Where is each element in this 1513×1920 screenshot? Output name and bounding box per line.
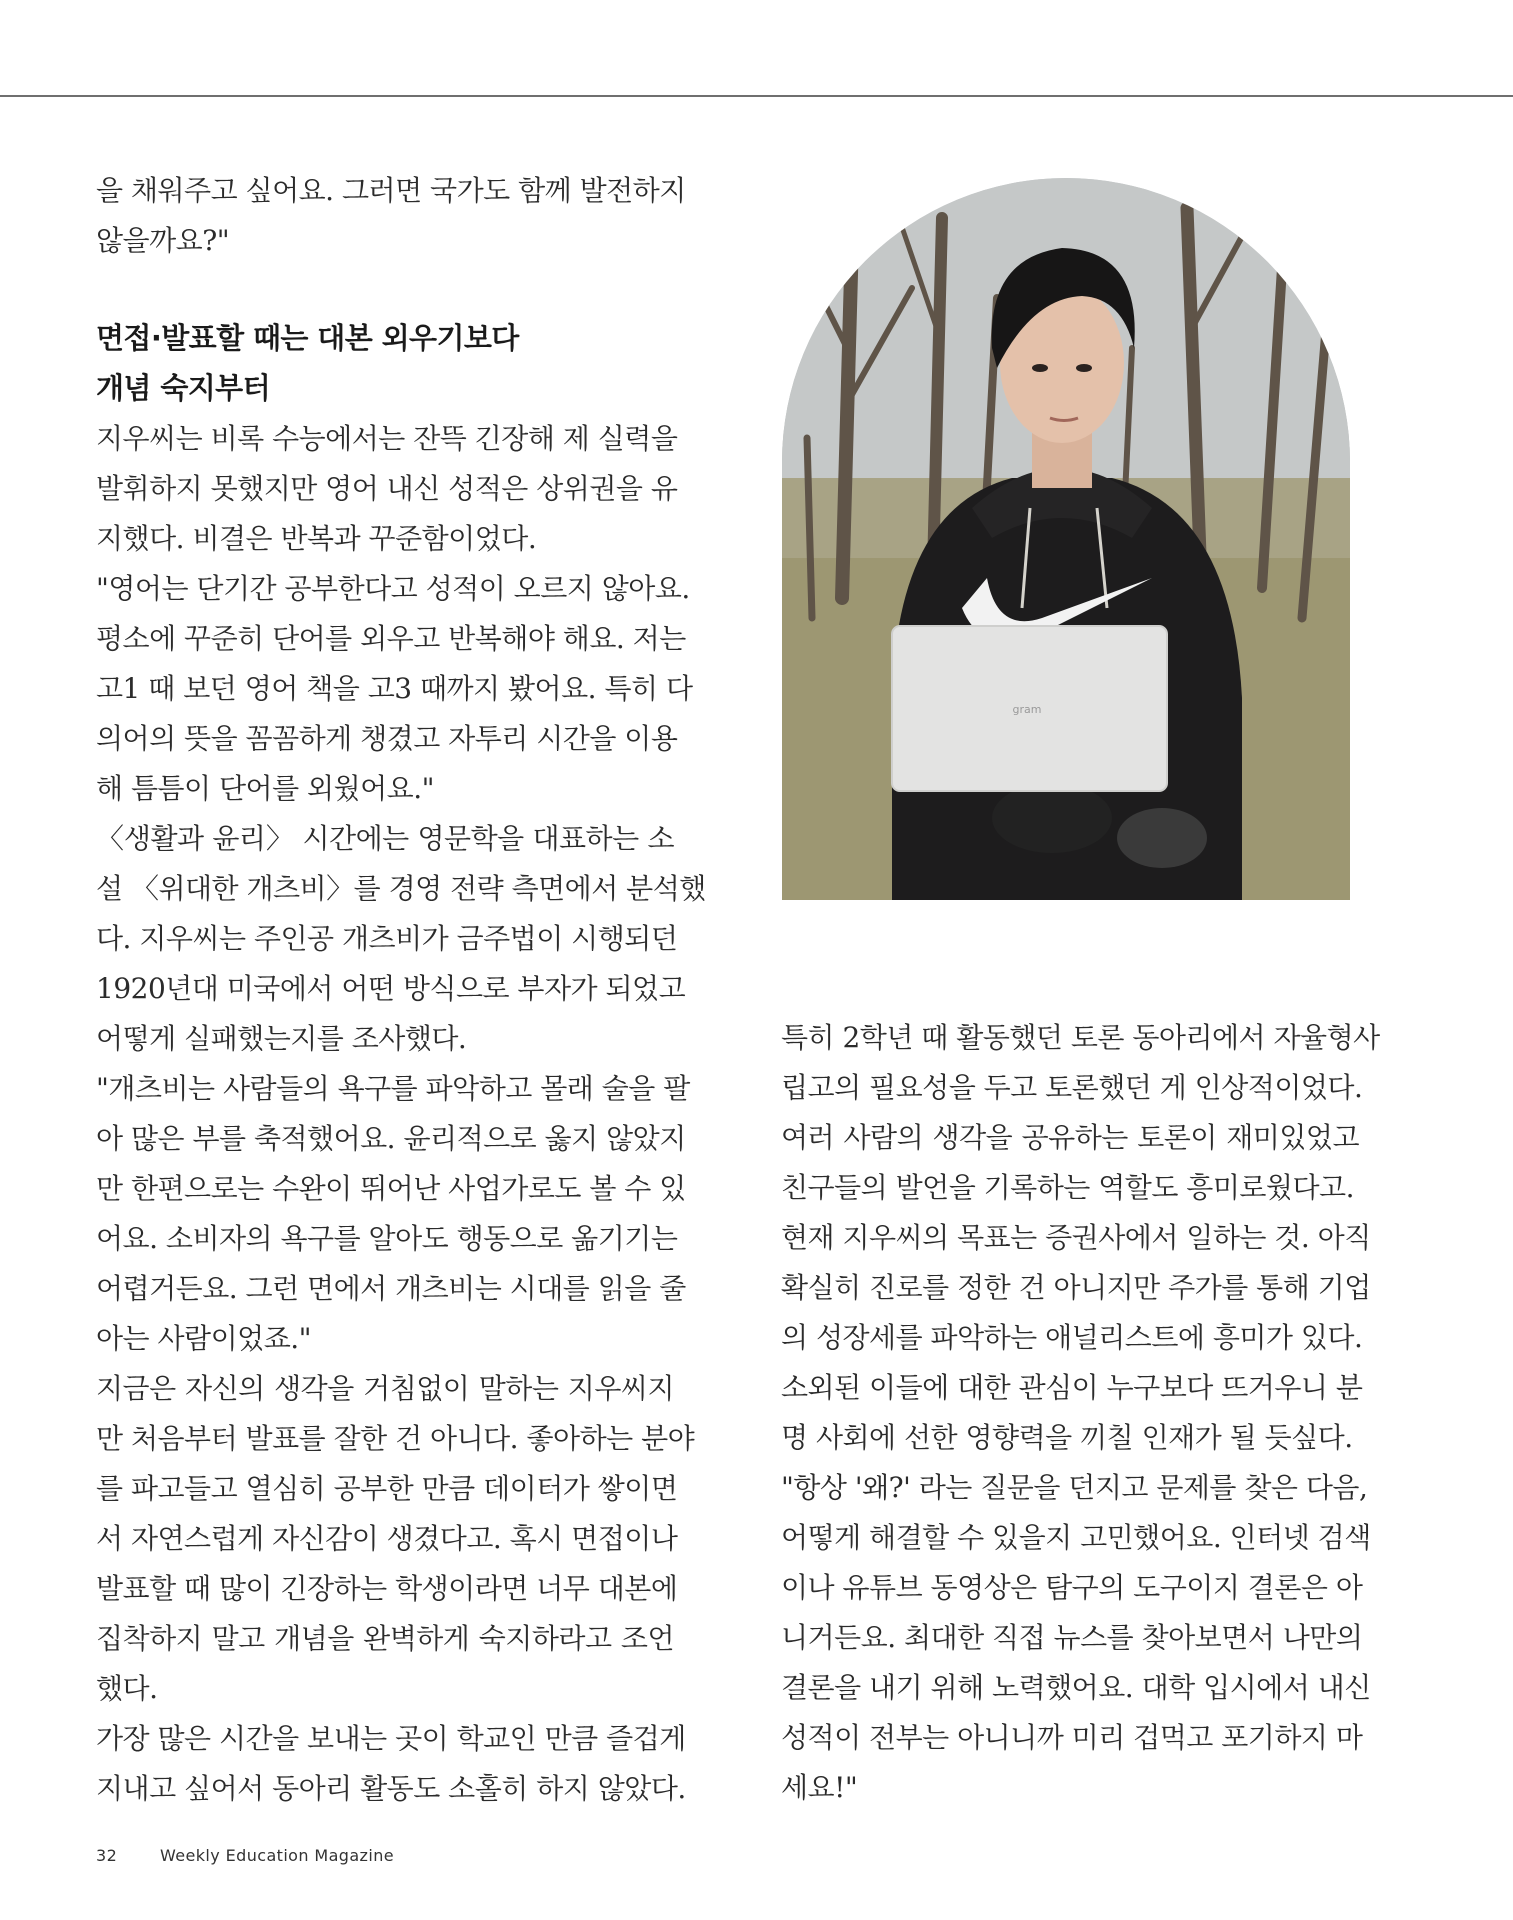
- body-text-line: 여러 사람의 생각을 공유하는 토론이 재미있었고: [781, 1121, 1359, 1154]
- body-text-line: 명 사회에 선한 영향력을 끼칠 인재가 될 듯싶다.: [781, 1421, 1353, 1454]
- body-text-line: 세요!": [781, 1771, 858, 1804]
- body-text-line: 집착하지 말고 개념을 완벽하게 숙지하라고 조언: [96, 1622, 674, 1655]
- body-text-line: 성적이 전부는 아니니까 미리 겁먹고 포기하지 마: [781, 1721, 1363, 1754]
- body-text-line: 발표할 때 많이 긴장하는 학생이라면 너무 대본에: [96, 1572, 678, 1605]
- body-text-line: 어떻게 실패했는지를 조사했다.: [96, 1022, 467, 1055]
- body-text-line: 결론을 내기 위해 노력했어요. 대학 입시에서 내신: [781, 1671, 1371, 1704]
- body-text-line: 어렵거든요. 그런 면에서 개츠비는 시대를 읽을 줄: [96, 1272, 686, 1305]
- body-text-line: 특히 2학년 때 활동했던 토론 동아리에서 자율형사: [781, 1021, 1380, 1054]
- body-text-line: 해 틈틈이 단어를 외웠어요.": [96, 772, 435, 805]
- body-text-line: 니거든요. 최대한 직접 뉴스를 찾아보면서 나만의: [781, 1621, 1363, 1654]
- body-text-line: 어요. 소비자의 욕구를 알아도 행동으로 옮기기는: [96, 1222, 678, 1255]
- student-photo: [782, 178, 1350, 900]
- body-text-line: 을 채워주고 싶어요. 그러면 국가도 함께 발전하지: [96, 174, 686, 207]
- body-text-line: 친구들의 발언을 기록하는 역할도 흥미로웠다고.: [781, 1171, 1354, 1204]
- body-text-line: 지했다. 비결은 반복과 꾸준함이었다.: [96, 522, 537, 555]
- body-text-line: 가장 많은 시간을 보내는 곳이 학교인 만큼 즐겁게: [96, 1722, 686, 1755]
- body-text-line: 했다.: [96, 1672, 158, 1705]
- body-text-line: 의어의 뜻을 꼼꼼하게 챙겼고 자투리 시간을 이용: [96, 722, 678, 755]
- laptop-logo: gram: [1012, 703, 1042, 716]
- body-text-line: 지내고 싶어서 동아리 활동도 소홀히 하지 않았다.: [96, 1772, 686, 1805]
- body-text-line: 평소에 꾸준히 단어를 외우고 반복해야 해요. 저는: [96, 622, 686, 655]
- body-text-line: 립고의 필요성을 두고 토론했던 게 인상적이었다.: [781, 1071, 1363, 1104]
- body-text-line: 고1 때 보던 영어 책을 고3 때까지 봤어요. 특히 다: [96, 672, 693, 705]
- body-text-line: 아 많은 부를 축적했어요. 윤리적으로 옳지 않았지: [96, 1122, 686, 1155]
- body-text-line: 현재 지우씨의 목표는 증권사에서 일하는 것. 아직: [781, 1221, 1371, 1254]
- body-text-line: 다. 지우씨는 주인공 개츠비가 금주법이 시행되던: [96, 922, 678, 955]
- top-divider: [0, 95, 1513, 97]
- page-number: 32: [96, 1846, 118, 1865]
- body-text-line: 만 처음부터 발표를 잘한 건 아니다. 좋아하는 분야: [96, 1422, 695, 1455]
- body-text-line: 어떻게 해결할 수 있을지 고민했어요. 인터넷 검색: [781, 1521, 1371, 1554]
- body-text-line: 않을까요?": [96, 224, 230, 257]
- body-text-line: 소외된 이들에 대한 관심이 누구보다 뜨거우니 분: [781, 1371, 1363, 1404]
- body-text-line: 발휘하지 못했지만 영어 내신 성적은 상위권을 유: [96, 472, 678, 505]
- body-text-line: 설 〈위대한 개츠비〉를 경영 전략 측면에서 분석했: [96, 872, 706, 905]
- body-text-line: "개츠비는 사람들의 욕구를 파악하고 몰래 술을 팔: [96, 1072, 690, 1105]
- body-text-line: "항상 '왜?' 라는 질문을 던지고 문제를 찾은 다음,: [781, 1471, 1368, 1504]
- body-text-line: 만 한편으로는 수완이 뛰어난 사업가로도 볼 수 있: [96, 1172, 686, 1205]
- body-text-line: 이나 유튜브 동영상은 탐구의 도구이지 결론은 아: [781, 1571, 1363, 1604]
- body-text-line: 1920년대 미국에서 어떤 방식으로 부자가 되었고: [96, 972, 686, 1005]
- laptop: [892, 626, 1167, 791]
- body-text-line: 의 성장세를 파악하는 애널리스트에 흥미가 있다.: [781, 1321, 1363, 1354]
- body-text-line: "영어는 단기간 공부한다고 성적이 오르지 않아요.: [96, 572, 690, 605]
- body-text-line: 아는 사람이었죠.": [96, 1322, 312, 1355]
- body-text-line: 서 자연스럽게 자신감이 생겼다고. 혹시 면접이나: [96, 1522, 678, 1555]
- section-heading: 면접·발표할 때는 대본 외우기보다: [96, 321, 519, 355]
- body-text-line: 확실히 진로를 정한 건 아니지만 주가를 통해 기업: [781, 1271, 1371, 1304]
- body-text-line: 지금은 자신의 생각을 거침없이 말하는 지우씨지: [96, 1372, 674, 1405]
- body-text-line: 를 파고들고 열심히 공부한 만큼 데이터가 쌓이면: [96, 1472, 678, 1505]
- section-heading: 개념 숙지부터: [96, 371, 270, 405]
- body-text-line: 〈생활과 윤리〉 시간에는 영문학을 대표하는 소: [96, 822, 674, 855]
- body-text-line: 지우씨는 비록 수능에서는 잔뜩 긴장해 제 실력을: [96, 422, 678, 455]
- magazine-name: Weekly Education Magazine: [160, 1846, 394, 1865]
